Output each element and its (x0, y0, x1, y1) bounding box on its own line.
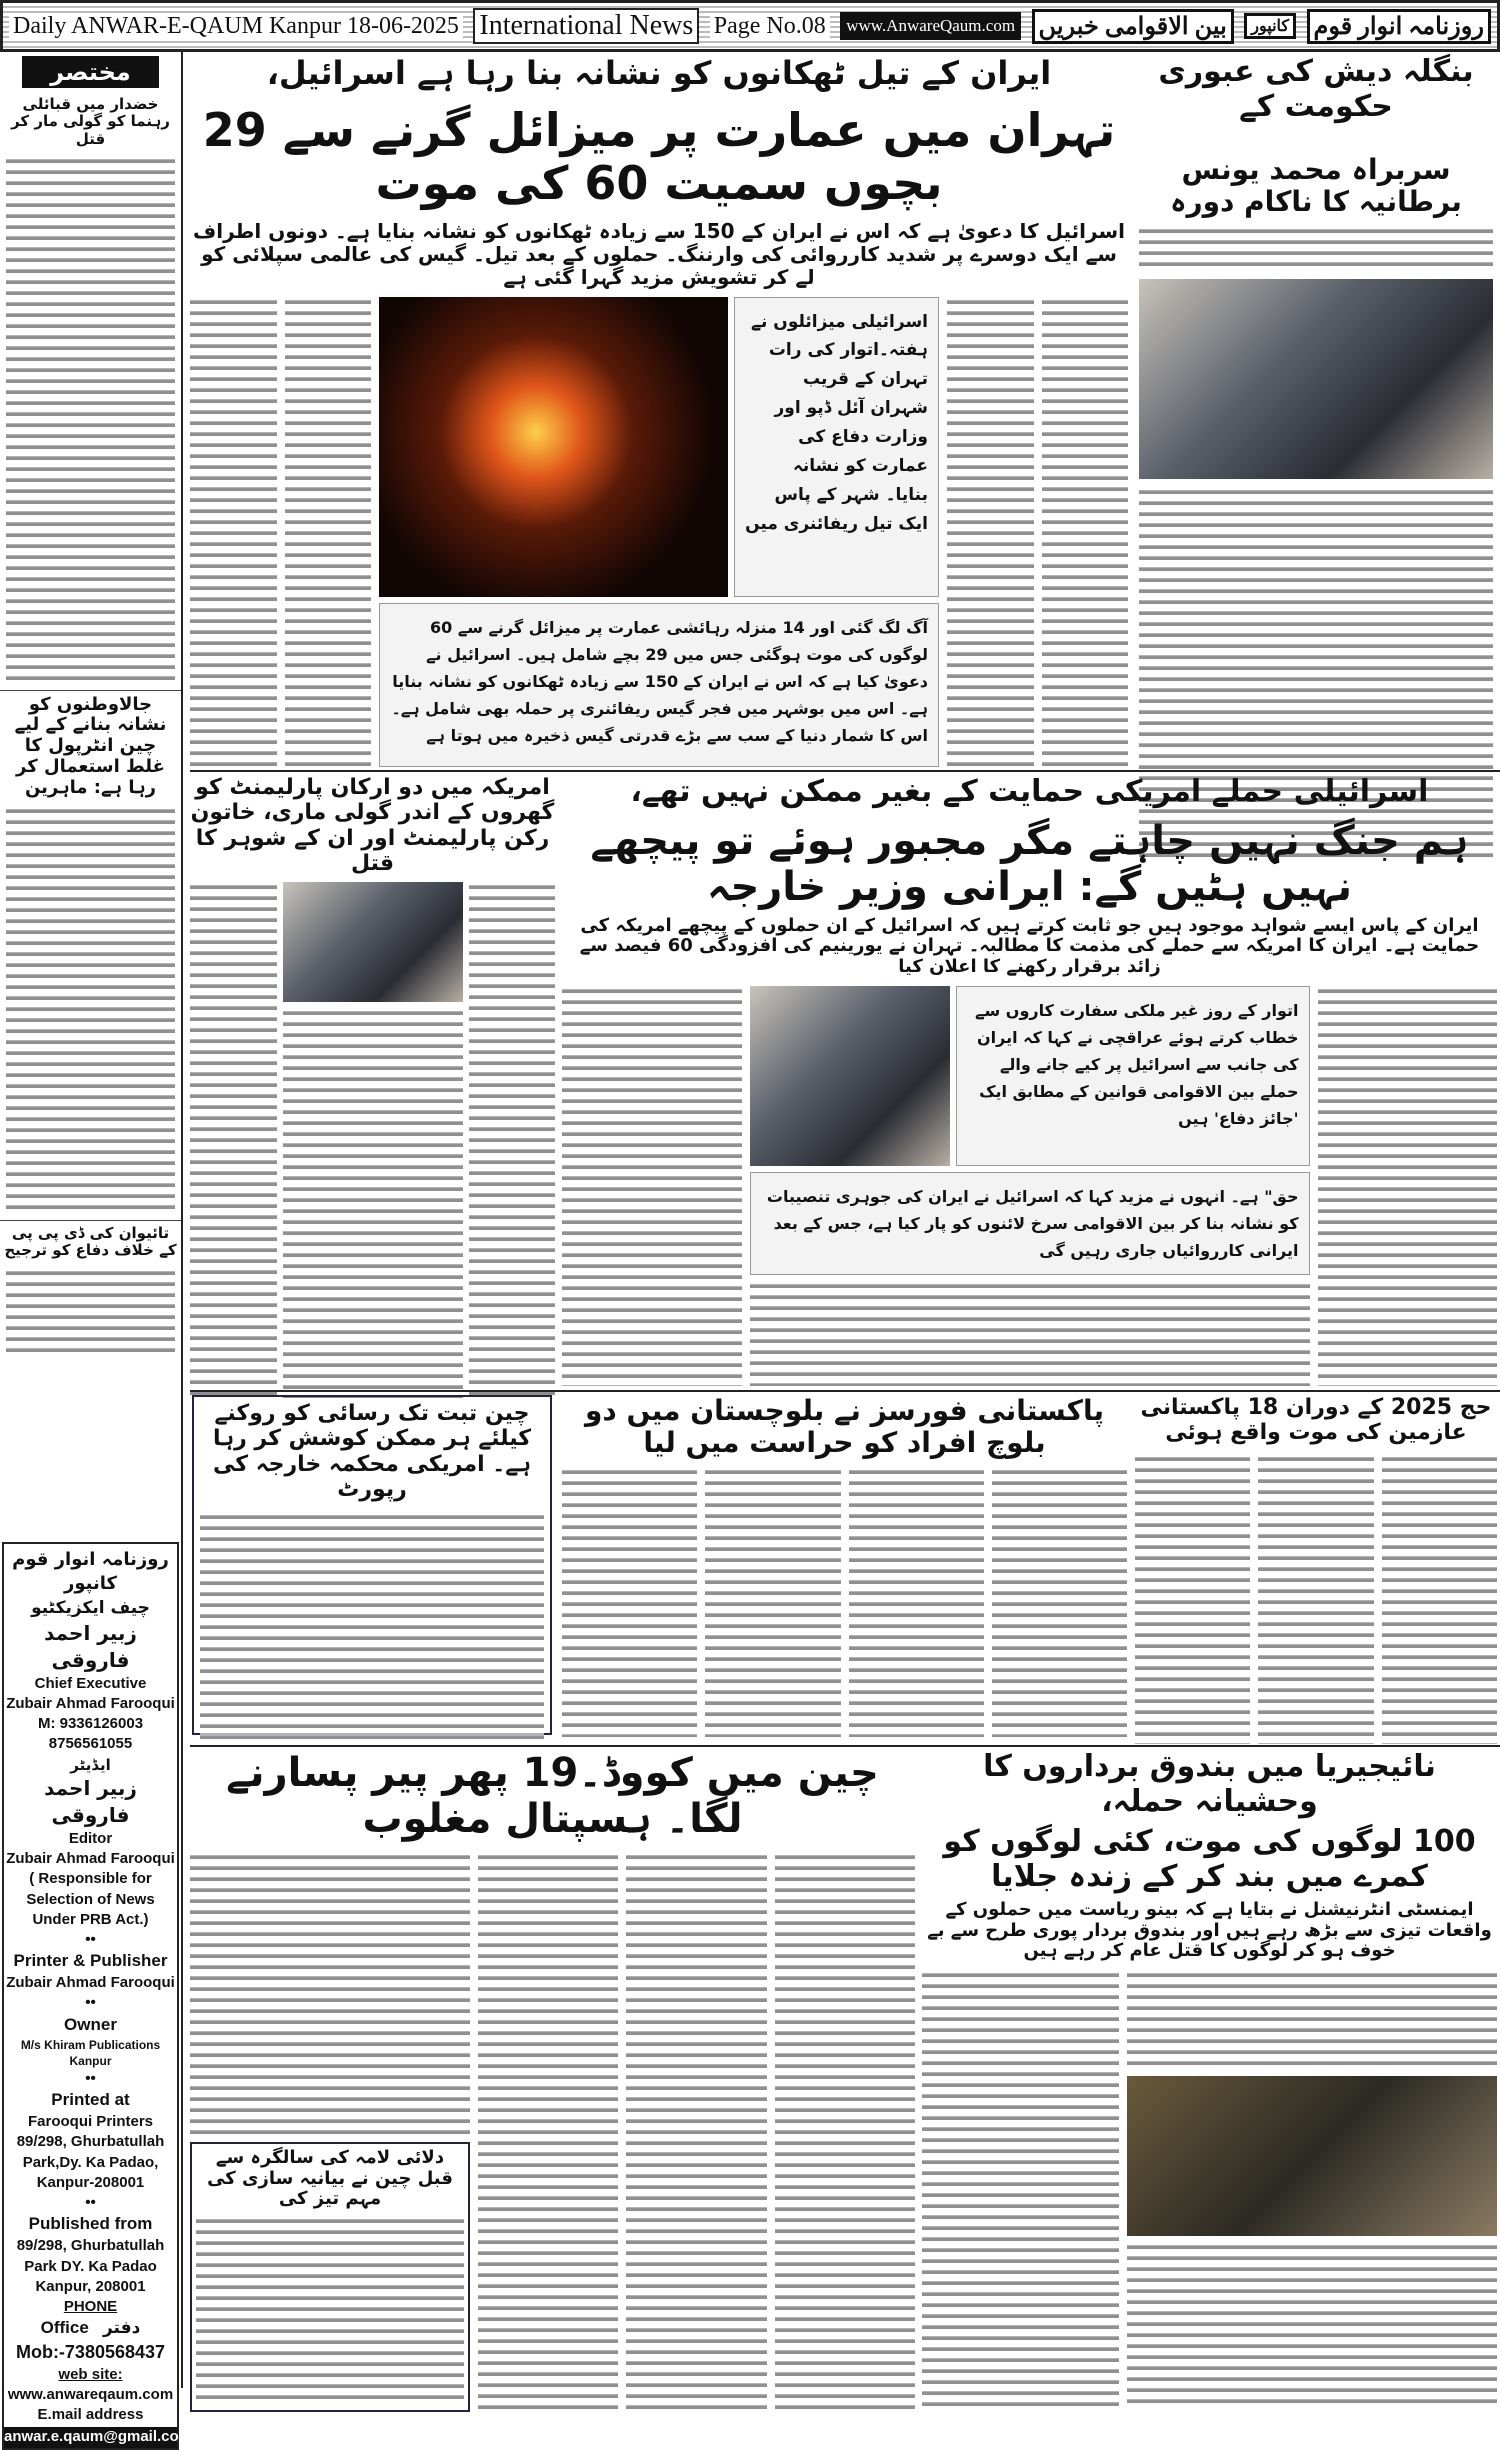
imprint-ce: Chief Executive (34, 1674, 147, 1692)
imprint-web-label: web site: (58, 2365, 123, 2383)
imprint-masthead: روزنامہ انوار قوم کانپور (12, 1549, 169, 1595)
tehran-headline: تہران میں عمارت پر میزائل گرنے سے 29 بچوں سمیت 60 کی موت (202, 102, 1116, 210)
bangladesh-kicker: بنگلہ دیش کی عبوری حکومت کے (1158, 54, 1474, 124)
imprint-editor-urdu: ایڈیٹر (70, 1755, 111, 1774)
imprint-name-urdu: زبیر احمد فاروقی (44, 1620, 137, 1672)
sidebar-title: مختصر (22, 56, 159, 88)
tehran-pullquote: اسرائیلی میزائلوں نے ہفتہ۔اتوار کی رات تہران کے قریب شہران آئل ڈپو اور وزارت دفاع کی عمارت کو نشانہ بنایا۔ شہر کے پاس ایک تیل ریفائنری میں (734, 297, 939, 597)
fire-photo (379, 297, 728, 597)
city-urdu: کانپور (1244, 13, 1296, 39)
yunus-photo (1139, 279, 1493, 479)
imprint-published: Published from (28, 2214, 153, 2234)
imprint-ce-name: Zubair Ahmad Farooqui (6, 1694, 175, 1712)
iran-fm-quote-bottom: حق" ہے۔ انہوں نے مزید کہا کہ اسرائیل نے ایران کی جوہری تنصیبات کو نشانہ بنا کر بین الاقوامی سرخ لائنوں کو پار کیا ہے، جس کے بعد ایرانی کارروائیاں جاری رہیں گی (750, 1172, 1310, 1276)
bangladesh-headline: سربراہ محمد یونس برطانیہ کا ناکام دورہ (1170, 153, 1462, 219)
iran-fm-kicker: اسرائیلی حملے امریکی حمایت کے بغیر ممکن نہیں تھے، (630, 774, 1429, 809)
story-nigeria (922, 1750, 1497, 2385)
imprint-owner: Owner (64, 2014, 117, 2034)
iran-fm-subheadline: ایران کے پاس ایسے شواہد موجود ہیں جو ثابت کرتے ہیں کہ اسرائیل کے ان حملوں کے پیچھے امریکہ کی حمایت ہے۔ ایران کا امریکہ سے حملے کی مذمت کا مطالبہ۔ تہران نے یورینیم کی افزودگی 60 فیصد سے زائد برقرار رکھنے کا اعلان کیا (579, 914, 1480, 977)
tehran-kicker: ایران کے تیل ٹھکانوں کو نشانہ بنا رہا ہے اسرائیل، (266, 54, 1052, 92)
imprint-printed: Printed at (51, 2090, 130, 2110)
dalai-lama-headline: دلائی لامہ کی سالگرہ سے قبل چین نے بیانیہ سازی کی مہم تیز کی (207, 2146, 453, 2210)
imprint-email-label: E.mail address (37, 2406, 144, 2424)
masthead-bar (0, 0, 1500, 52)
sidebar-story2-head: جالاوطنوں کو نشانہ بنانے کے لیے چین انٹرپول کا غلط استعمال کر رہا ہے: ماہرین (0, 690, 181, 802)
imprint-office: Office (40, 2318, 89, 2338)
section-title-urdu: بین الاقوامی خبریں (1032, 9, 1234, 44)
imprint-box: روزنامہ انوار قوم کانپور چیف ایکزیکٹیو زبیر احمد فاروقی Chief Executive Zubair Ahmad Farooqui M: 9336126003 8756561055 ایڈیٹر زبیر احمد فاروقی Editor Zubair Ahmad Farooqui ( Responsible for Selection of News Under PRB Act.) •• Printer & Publisher Zubair Ahmad Farooqui •• Owner M/s Khiram Publications Kanpur •• Printed at Farooqui Printers 89/298, Ghurbatullah Park,Dy. Ka Padao, Kanpur-208001 •• Published from 89/298, Ghurbatullah Park DY. Ka Padao Kanpur, 208001 PHONE Office دفتر Mob:-7380568437 web site: www.anwareqaum.com E.mail address anwar.e.qaum@gmail.com (2, 1542, 179, 2450)
website-link[interactable]: www.AnwareQaum.com (840, 12, 1021, 40)
imprint-mobile2: 8756561055 (48, 1735, 133, 1753)
imprint-office-urdu: دفتر (102, 2318, 141, 2339)
story-tibet (192, 1395, 552, 1735)
imprint-website[interactable]: www.anwareqaum.com (7, 2385, 174, 2403)
lawmakers-photo (283, 882, 463, 1002)
china-covid-headline: چین میں کووڈ۔19 پھر پیر پسارنے لگا۔ ہسپتال مغلوب (226, 1750, 879, 1842)
sidebar-story1-head: خضدار میں قبائلی رہنما کو گولی مار کر قتل (11, 95, 170, 148)
section-title: International News (473, 8, 699, 44)
nigeria-subheadline: ایمنسٹی انٹرنیشنل نے بتایا ہے کہ بینو ریاست میں حملوں کے واقعات تیزی سے بڑھ رہے ہیں اور بندوق بردار پوری طرح سے بے خوف ہو کر لوگوں کا قتل عام کر رہے ہیں (927, 1899, 1492, 1962)
story-hajj (1135, 1395, 1497, 1735)
sidebar-story3-body (6, 1268, 175, 1358)
nigeria-headline: 100 لوگوں کی موت، کئی لوگوں کو کمرے میں بند کر کے زندہ جلایا (943, 1824, 1476, 1894)
imprint-email[interactable]: anwar.e.qaum@gmail.com (4, 2427, 177, 2447)
imprint-responsible: ( Responsible for Selection of News Under PRB Act.) (26, 1870, 155, 1928)
imprint-editor-name: Zubair Ahmad Farooqui (6, 1850, 175, 1868)
story-tehran (190, 55, 1128, 765)
araghchi-photo (750, 986, 950, 1166)
masthead-urdu: روزنامہ انوار قوم (1307, 9, 1491, 44)
page-number: Page No.08 (710, 13, 830, 40)
imprint-ce-urdu: چیف ایکزیکٹیو (31, 1597, 150, 1618)
tibet-headline: چین تبت تک رسائی کو روکنے کیلئے ہر ممکن کوشش کر رہا ہے۔ امریکی محکمہ خارجہ کی رپورٹ (212, 1401, 532, 1502)
story-us-parliament (190, 775, 555, 1385)
imprint-owner-name: M/s Khiram Publications Kanpur (20, 2037, 161, 2068)
hajj-headline: حج 2025 کے دوران 18 پاکستانی عازمین کی موت واقع ہوئی (1140, 1395, 1492, 1446)
imprint-mobile1: M: 9336126003 (37, 1715, 144, 1733)
sidebar-story1-body (6, 156, 175, 686)
edition-line: Daily ANWAR-E-QAUM Kanpur 18-06-2025 (9, 13, 463, 40)
pakistan-headline: پاکستانی فورسز نے بلوچستان میں دو بلوچ افراد کو حراست میں لیا (585, 1394, 1104, 1460)
imprint-pp: Printer & Publisher (13, 1951, 168, 1971)
story-pakistan (562, 1395, 1127, 1735)
imprint-pp-name: Zubair Ahmad Farooqui (6, 1974, 175, 1992)
sidebar-story2-body (6, 806, 175, 1216)
sidebar (0, 52, 193, 2446)
story-iran-fm (562, 775, 1497, 1385)
imprint-editor-name-urdu: زبیر احمد فاروقی (44, 1775, 137, 1827)
gunmen-photo (1127, 2076, 1497, 2236)
imprint-editor: Editor (68, 1829, 113, 1847)
iran-fm-pullquote: اتوار کے روز غیر ملکی سفارت کاروں سے خطاب کرتے ہوئے عراقچی نے کہا کہ ایران کی جانب سے اسرائیل پر کیے جانے والے حملے بین الاقوامی قوانین کے مطابق ایک 'جائز دفاع' ہیں (956, 986, 1310, 1166)
sidebar-story3-head: تائیوان کی ڈی پی پی کے خلاف دفاع کو ترجیح (0, 1220, 181, 1264)
story-china-covid (190, 1750, 915, 2385)
imprint-mobile: Mob:-7380568437 (15, 2342, 166, 2363)
tehran-caption: آگ لگ گئی اور 14 منزلہ رہائشی عمارت پر میزائل گرنے سے 60 لوگوں کی موت ہوگئی جس میں 29 بچے شامل ہیں۔ اسرائیل نے دعویٰ کیا ہے کہ اس نے ایران کے 150 سے زیادہ ٹھکانوں کو نشانہ بنایا ہے۔ اس میں بوشہر میں فجر گیس ریفائنری پر حملہ بھی شامل ہے۔ اس کا شمار دنیا کے سب سے بڑے قدرتی گیس ذخیرہ میں ہوتا ہے (379, 603, 939, 767)
nigeria-kicker: نائیجیریا میں بندوق برداروں کا وحشیانہ حملہ، (983, 1749, 1436, 1819)
story-bangladesh (1135, 55, 1497, 765)
imprint-phone: PHONE (63, 2298, 118, 2316)
imprint-printed-addr: Farooqui Printers 89/298, Ghurbatullah Park,Dy. Ka Padao, Kanpur-208001 (16, 2113, 165, 2191)
imprint-published-addr: 89/298, Ghurbatullah Park DY. Ka Padao Kanpur, 208001 (16, 2237, 165, 2295)
parliament-headline: امریکہ میں دو ارکان پارلیمنٹ کو گھروں کے اندر گولی ماری، خاتون رکن پارلیمنٹ اور ان کے شوہر کا قتل (190, 775, 555, 876)
iran-fm-headline: ہم جنگ نہیں چاہتے مگر مجبور ہوئے تو پیچھے نہیں ہٹیں گے: ایرانی وزیر خارجہ (590, 817, 1469, 910)
tehran-subheadline: اسرائیل کا دعویٰ ہے کہ اس نے ایران کے 150 سے زیادہ ٹھکانوں کو نشانہ بنایا ہے۔ دونوں اطراف سے ایک دوسرے پر شدید کارروائی کی وارننگ۔ حملوں کے بعد تیل۔ گیس کی عالمی سپلائی کو لے کر تشویش مزید گہرا گئی ہے (193, 218, 1125, 289)
